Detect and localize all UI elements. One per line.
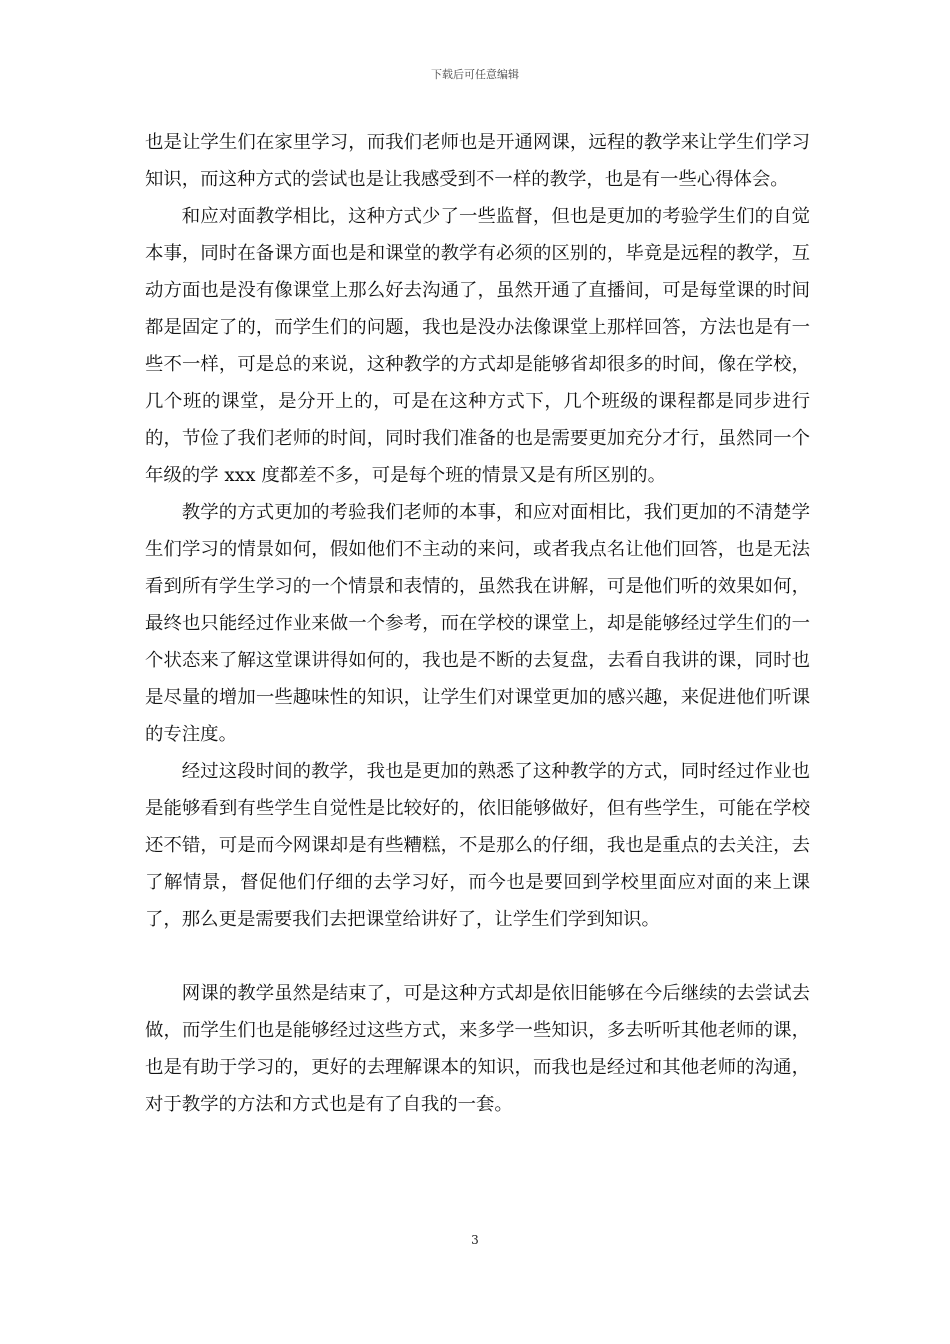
paragraph-2: 和应对面教学相比，这种方式少了一些监督，但也是更加的考验学生们的自觉本事，同时在备课方面也是和课堂的教学有必须的区别的，毕竟是远程的教学，互动方面也是没有像课堂上那么好去沟通了，虽然开通了直播间，可是每堂课的时间都是固定了的，而学生们的问题，我也是没办法像课堂上那样回答，方法也是有一些不一样，可是总的来说，这种教学的方式却是能够省却很多的时间，像在学校，几个班的课堂，是分开上的，可是在这种方式下，几个班级的课程都是同步进行的，节俭了我们老师的时间，同时我们准备的也是需要更加充分才行，虽然同一个年级的学 xxx 度都差不多，可是每个班的情景又是有所区别的。 [145, 206, 810, 486]
document-body [145, 124, 810, 1123]
paragraph-4: 经过这段时间的教学，我也是更加的熟悉了这种教学的方式，同时经过作业也是能够看到有些学生自觉性是比较好的，依旧能够做好，但有些学生，可能在学校还不错，可是而今网课却是有些糟糕，不是那么的仔细，我也是重点的去关注，去了解情景，督促他们仔细的去学习好，而今也是要回到学校里面应对面的来上课了，那么更是需要我们去把课堂给讲好了，让学生们学到知识。 [145, 761, 810, 930]
paragraph-1: 也是让学生们在家里学习，而我们老师也是开通网课，远程的教学来让学生们学习知识，而这种方式的尝试也是让我感受到不一样的教学，也是有一些心得体会。 [145, 132, 810, 190]
page-number: 3 [471, 1233, 479, 1247]
paragraph-5: 网课的教学虽然是结束了，可是这种方式却是依旧能够在今后继续的去尝试去做，而学生们也是能够经过这些方式，来多学一些知识，多去听听其他老师的课，也是有助于学习的，更好的去理解课本的知识，而我也是经过和其他老师的沟通，对于教学的方法和方式也是有了自我的一套。 [145, 983, 810, 1115]
paragraph-3: 教学的方式更加的考验我们老师的本事，和应对面相比，我们更加的不清楚学生们学习的情景如何，假如他们不主动的来问，或者我点名让他们回答，也是无法看到所有学生学习的一个情景和表情的，虽然我在讲解，可是他们听的效果如何，最终也只能经过作业来做一个参考，而在学校的课堂上，却是能够经过学生们的一个状态来了解这堂课讲得如何的，我也是不断的去复盘，去看自我讲的课，同时也是尽量的增加一些趣味性的知识，让学生们对课堂更加的感兴趣，来促进他们听课的专注度。 [145, 502, 810, 745]
page-header-note: 下载后可任意编辑 [431, 68, 519, 81]
